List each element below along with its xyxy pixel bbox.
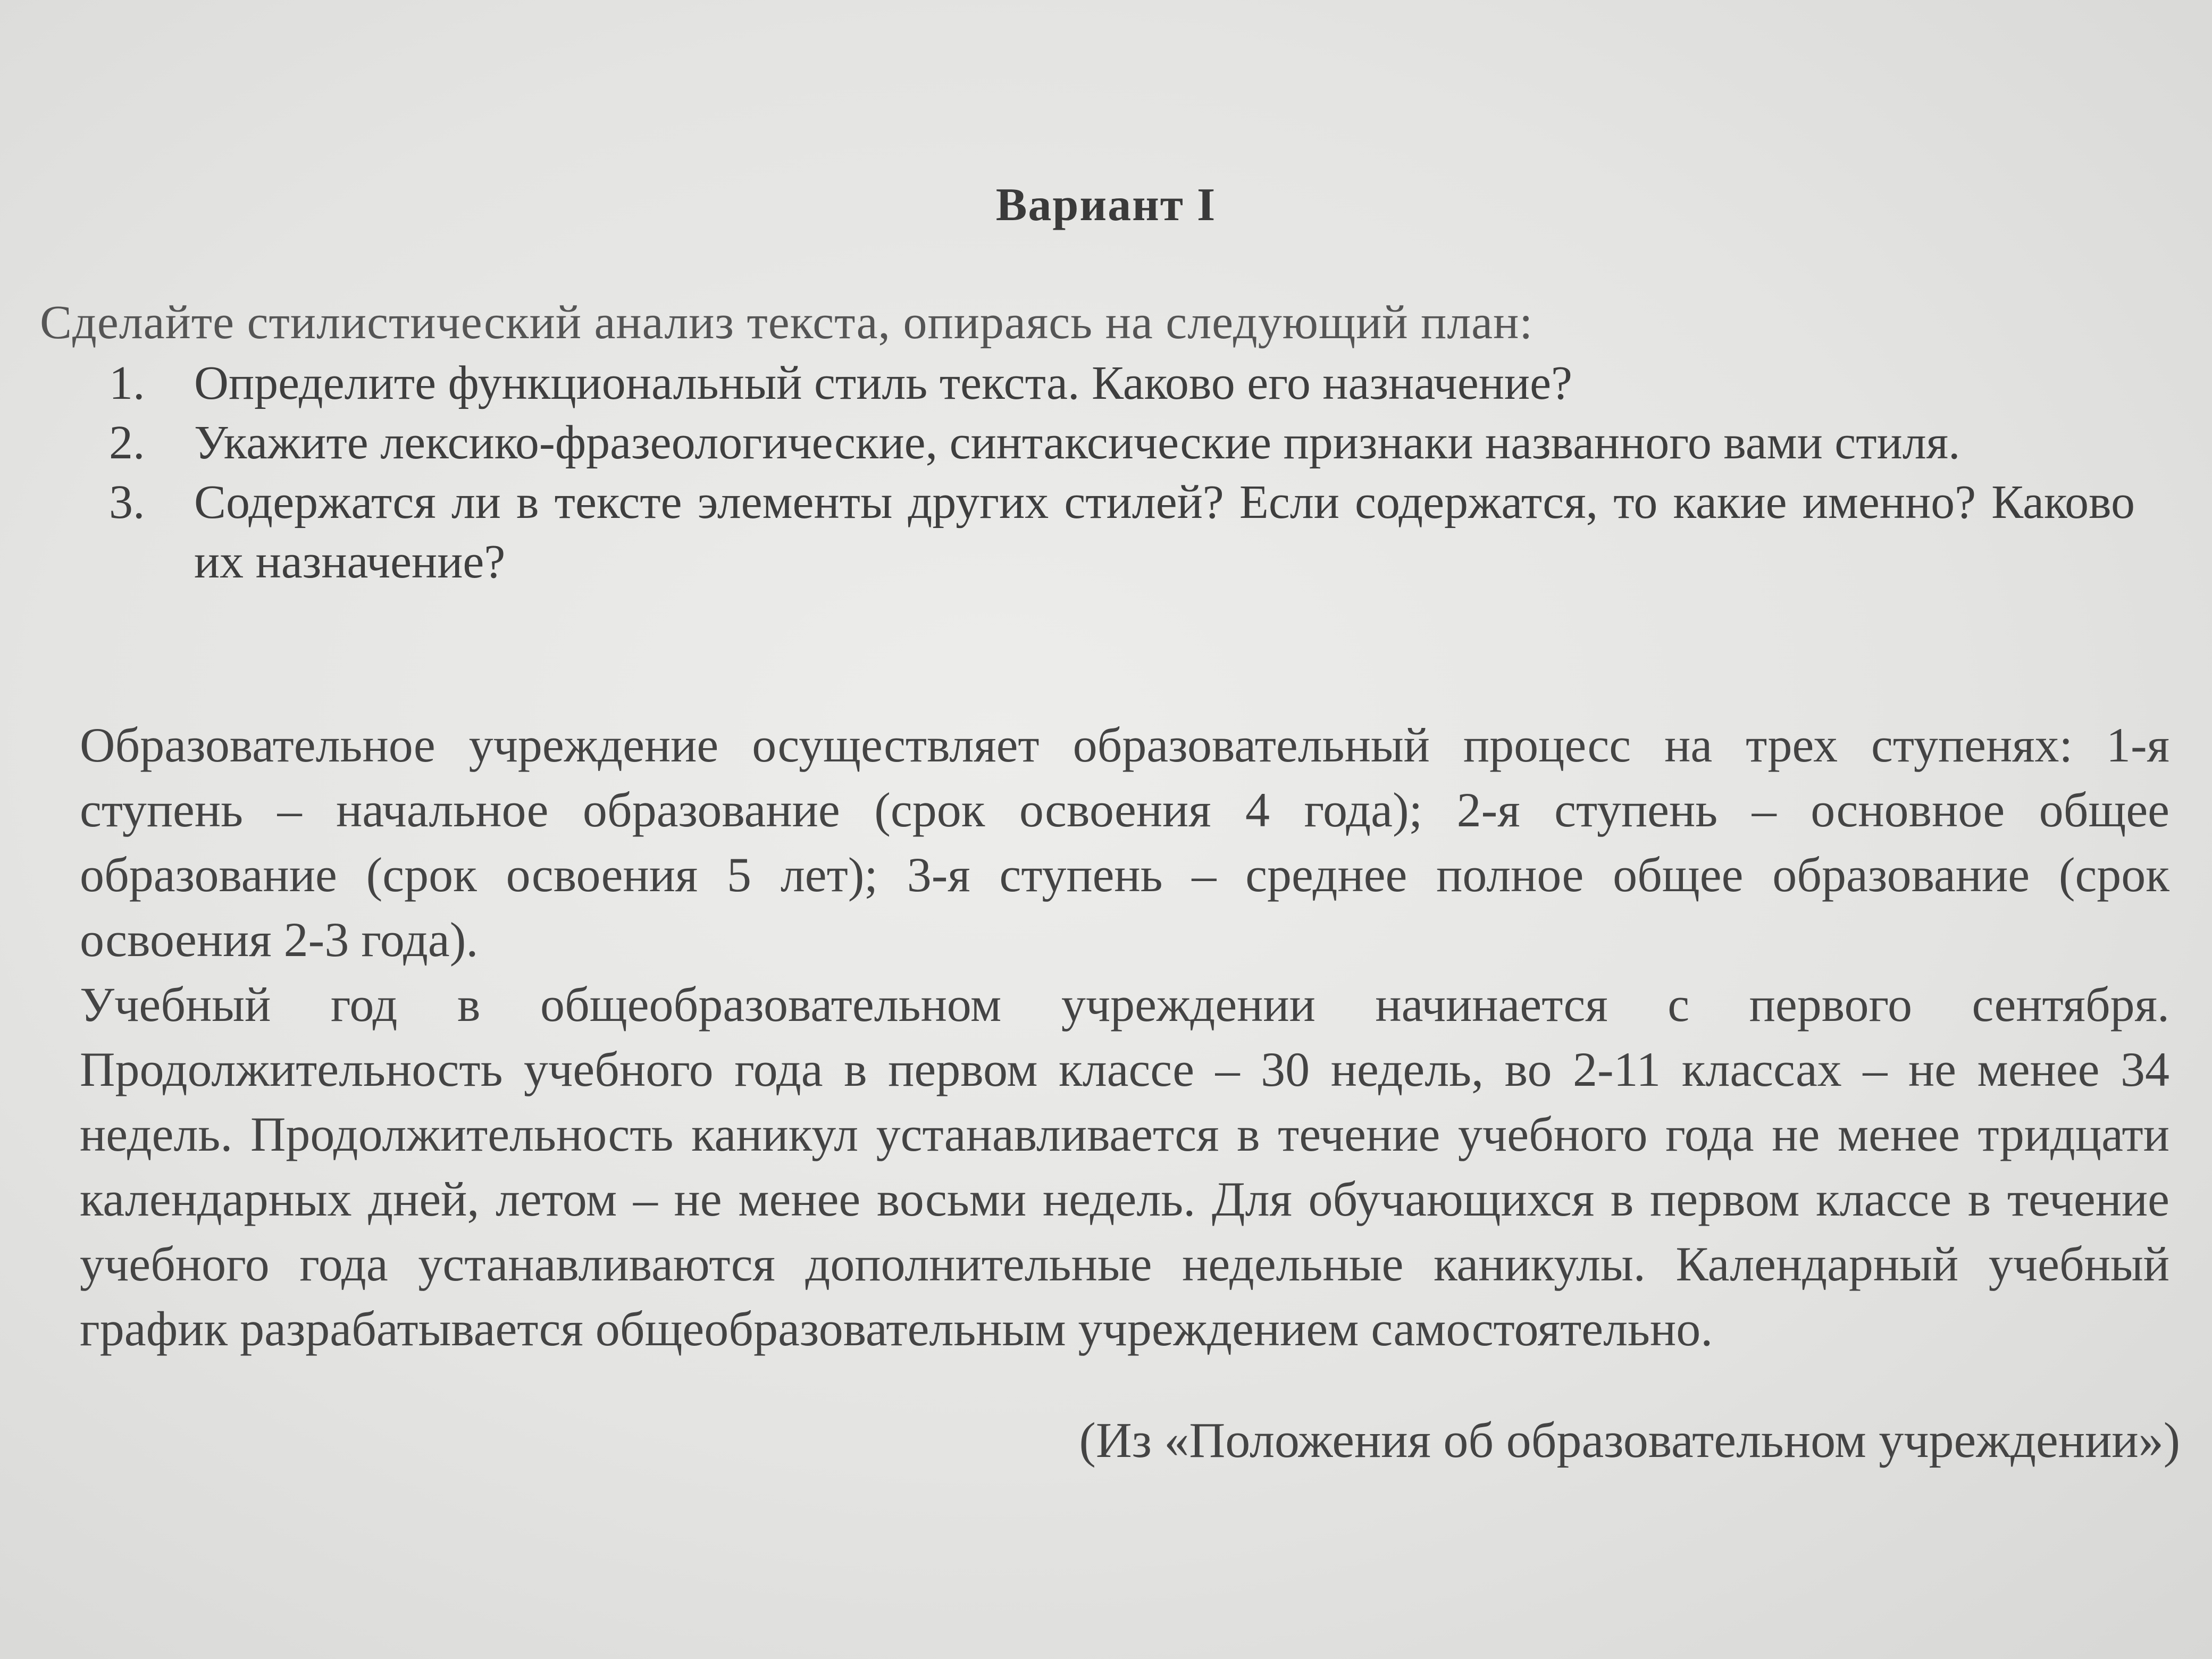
plan-item-number: 2.	[109, 416, 145, 469]
page-title: Вариант I	[995, 179, 1217, 231]
plan-item-number: 1.	[109, 357, 145, 409]
text-source: (Из «Положения об образовательном учреждении»)	[1079, 1413, 2180, 1468]
plan-item-3	[109, 473, 2135, 592]
plan-item-text: Определите функциональный стиль текста. Каково его назначение?	[194, 357, 1572, 409]
plan-item-number: 3.	[109, 476, 145, 529]
plan-item-2	[109, 413, 2135, 473]
text-paragraph-2: Учебный год в общеобразовательном учреждении начинается с первого сентября. Продолжительность учебного года в первом классе – 30 недель, во 2-11 классах – не менее 34 недель. Продолжительность каникул устанавливается в течение учебного года не менее тридцати календарных дней, летом – не менее восьми недель. Для обучающихся в первом классе в течение учебного года устанавливаются дополнительные недельные каникулы. Календарный учебный график разрабатывается общеобразовательным учреждением самостоятельно.	[80, 977, 2169, 1356]
plan-list	[109, 354, 2135, 592]
task-intro: Сделайте стилистический анализ текста, опираясь на следующий план:	[40, 296, 1534, 349]
plan-item-1	[109, 354, 2135, 413]
text-paragraph-1: Образовательное учреждение осуществляет образовательный процесс на трех ступенях: 1-я ступень – начальное образование (срок освоения 4 года); 2-я ступень – основное общее образование (срок освоения 5 лет); 3-я ступень – среднее полное общее образование (срок освоения 2-3 года).	[80, 718, 2169, 967]
plan-item-text: Содержатся ли в тексте элементы других стилей? Если содержатся, то какие именно? Каково их назначение?	[194, 476, 2135, 588]
analysis-text	[80, 713, 2169, 1361]
plan-item-text: Укажите лексико-фразеологические, синтаксические признаки названного вами стиля.	[194, 416, 1960, 469]
